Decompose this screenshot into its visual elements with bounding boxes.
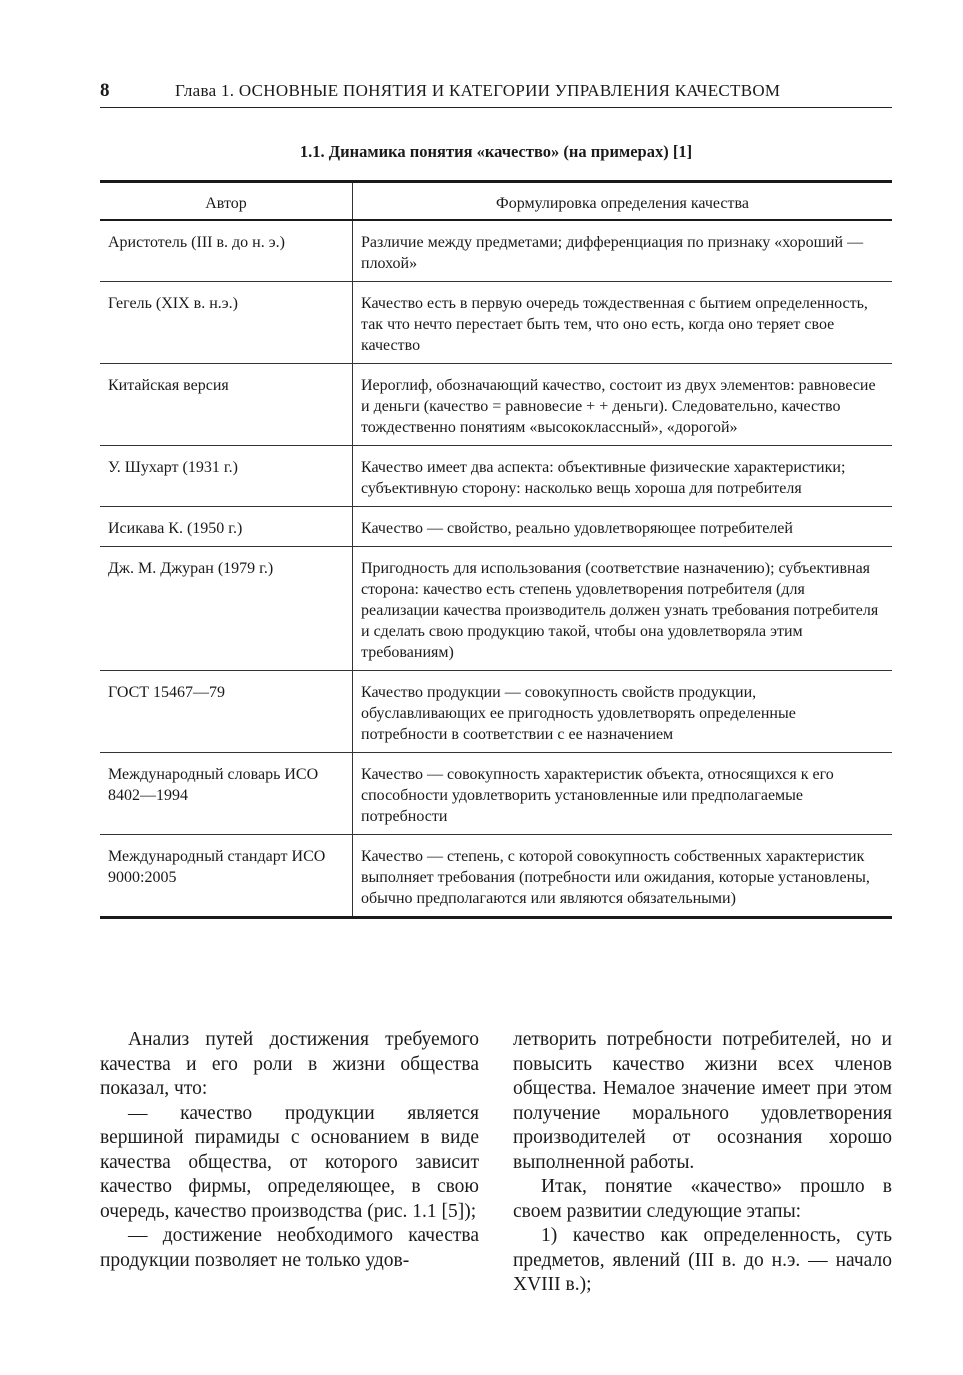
table-row	[100, 220, 892, 282]
author-cell: Дж. М. Джуран (1979 г.)	[108, 560, 274, 577]
table-row	[100, 446, 892, 507]
author-cell: Исикава К. (1950 г.)	[108, 520, 243, 537]
definition-cell: Качество — совокупность характеристик объекта, относящихся к его способности удовлетворить установленные или предполагаемые потребности	[353, 753, 893, 835]
definition-cell: Иероглиф, обозначающий качество, состоит из двух элементов: равновесие и деньги (качество = равновесие + + деньги). Следовательно, качество тождественно понятиям «высококлассный», «дорогой»	[353, 364, 893, 446]
body-paragraph: — достижение необходимого качества продукции позволяет не только удов-	[100, 1225, 479, 1271]
table-row	[100, 507, 892, 547]
column-header-author: Автор	[205, 195, 247, 212]
author-cell: Международный стандарт ИСО 9000:2005	[108, 848, 326, 886]
table-header-row	[100, 182, 892, 221]
definitions-table	[100, 180, 892, 919]
body-column-right	[513, 1028, 892, 1298]
running-head: Глава 1. ОСНОВНЫЕ ПОНЯТИЯ И КАТЕГОРИИ УПРАВЛЕНИЯ КАЧЕСТВОМ	[175, 81, 781, 100]
body-column-left	[100, 1028, 479, 1273]
definition-cell: Качество продукции — совокупность свойств продукции, обуславливающих ее пригодность удовлетворять определенные потребности в соответствии с ее назначением	[353, 671, 893, 753]
definition-cell: Качество имеет два аспекта: объективные физические характеристики; субъективную сторону: насколько вещь хороша для потребителя	[353, 446, 893, 507]
author-cell: Международный словарь ИСО 8402—1994	[108, 766, 319, 804]
author-cell: Китайская версия	[108, 377, 229, 394]
table-row	[100, 671, 892, 753]
definition-cell: Качество есть в первую очередь тождественная с бытием определенность, так что нечто перестает быть тем, что оно есть, когда оно теряет свое качество	[353, 282, 893, 364]
definition-cell: Пригодность для использования (соответствие назначению); субъективная сторона: качество есть степень удовлетворения потребителя (для реализации качества производитель должен узнать требования потребителя и сделать свою продукцию такой, чтобы она удовлетворяла этим требованиям)	[353, 547, 893, 671]
definition-cell: Различие между предметами; дифференциация по признаку «хороший — плохой»	[353, 220, 893, 282]
page-header	[100, 80, 892, 108]
body-paragraph: 1) качество как определенность, суть предметов, явлений (III в. до н.э. — начало XVIII в.);	[513, 1225, 892, 1295]
body-paragraph: Анализ путей достижения требуемого качества и его роли в жизни общества показал, что:	[100, 1029, 479, 1099]
author-cell: Гегель (XIX в. н.э.)	[108, 295, 238, 312]
table-row	[100, 282, 892, 364]
page-number: 8	[100, 80, 110, 101]
table-row	[100, 753, 892, 835]
column-header-definition: Формулировка определения качества	[353, 182, 893, 221]
header-rule	[100, 107, 892, 108]
body-paragraph: Итак, понятие «качество» прошло в своем развитии следующие этапы:	[513, 1176, 892, 1222]
author-cell: ГОСТ 15467—79	[108, 684, 226, 701]
body-paragraph: — качество продукции является вершиной пирамиды с основанием в виде качества общества, от которого зависит качество фирмы, определяющее, в свою очередь, качество производства (рис. 1.1 [5]);	[100, 1102, 479, 1222]
table-row	[100, 547, 892, 671]
table-row	[100, 835, 892, 918]
table-row	[100, 364, 892, 446]
definition-cell: Качество — свойство, реально удовлетворяющее потребителей	[353, 507, 893, 547]
body-paragraph: летворить потребности потребителей, но и повысить качество жизни всех членов общества. Немалое значение имеет при этом получение морального удовлетворения производителей от осознания хорошо выполненной работы.	[513, 1029, 892, 1173]
definition-cell: Качество — степень, с которой совокупность собственных характеристик выполняет требования (потребности или ожидания, которые установлены, обычно предполагаются или являются обязательными)	[353, 835, 893, 918]
author-cell: У. Шухарт (1931 г.)	[108, 459, 238, 476]
author-cell: Аристотель (III в. до н. э.)	[108, 234, 285, 251]
table-caption: 1.1. Динамика понятия «качество» (на примерах) [1]	[299, 142, 693, 161]
